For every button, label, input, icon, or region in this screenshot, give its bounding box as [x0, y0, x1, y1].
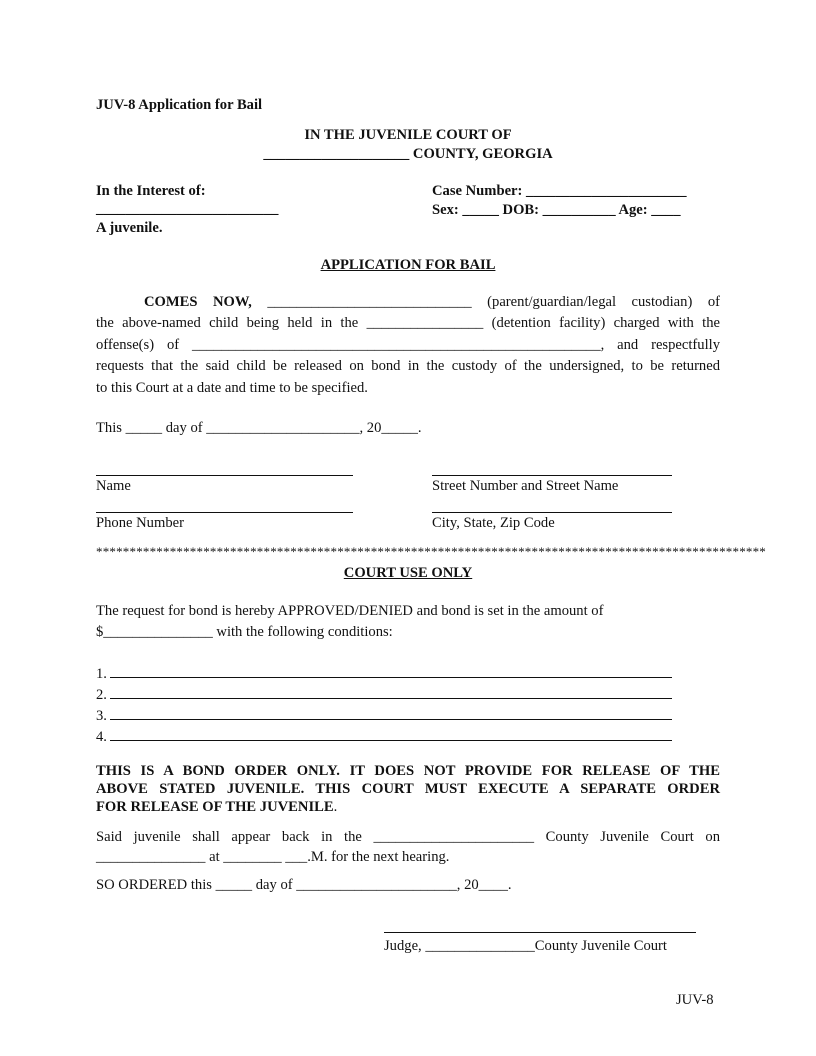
case-number-field[interactable]: Case Number: ______________________ [432, 183, 687, 199]
condition-number: 3. [96, 708, 107, 724]
judge-signature-line[interactable] [384, 932, 696, 933]
application-title: APPLICATION FOR BAIL [320, 257, 496, 273]
court-name: IN THE JUVENILE COURT OF [304, 127, 512, 143]
condition-number: 4. [96, 729, 107, 745]
appearance-line[interactable]: _______________ at ________ ___.M. for the next hearing. [96, 848, 450, 865]
warning-line [96, 798, 720, 816]
phone-label: Phone Number [96, 515, 184, 531]
comes-now-text: COMES NOW, [144, 294, 252, 310]
condition-number: 1. [96, 666, 107, 682]
street-label: Street Number and Street Name [432, 478, 619, 494]
paragraph-line: requests that the said child be released on bond in the custody of the undersigned, to be returned [96, 358, 720, 375]
application-date-field[interactable]: This _____ day of _____________________, 20_____. [96, 420, 422, 436]
name-label: Name [96, 478, 131, 494]
paragraph-line[interactable] [96, 292, 720, 313]
phone-signature-line[interactable] [96, 512, 353, 513]
condition-blank[interactable] [110, 706, 672, 720]
juvenile-name-field[interactable]: _________________________ [96, 201, 279, 217]
juvenile-label: A juvenile. [96, 220, 163, 236]
county-line: ____________________ COUNTY, GEORGIA [263, 146, 553, 162]
paragraph-line: to this Court at a date and time to be specified. [96, 379, 368, 396]
warning-period: . [333, 799, 338, 815]
appearance-paragraph [96, 828, 720, 867]
paragraph-line[interactable]: the above-named child being held in the ________________ (detention facility) charged with the [96, 315, 720, 332]
condition-row[interactable] [96, 706, 672, 726]
condition-blank[interactable] [110, 727, 672, 741]
footer-form-id: JUV-8 [676, 992, 714, 1008]
separator: **************************************************************************************************** [96, 544, 766, 559]
condition-row[interactable] [96, 664, 672, 684]
bond-amount-field[interactable]: $_______________ with the following conditions: [96, 624, 393, 640]
appearance-line[interactable]: Said juvenile shall appear back in the ______________________ County Juvenile Court on [96, 829, 720, 845]
bond-line-1: The request for bond is hereby APPROVED/DENIED and bond is set in the amount of [96, 603, 604, 619]
warning-line: THIS IS A BOND ORDER ONLY. IT DOES NOT PROVIDE FOR RELEASE OF THE [96, 763, 720, 779]
condition-number: 2. [96, 687, 107, 703]
condition-row[interactable] [96, 685, 672, 705]
interest-label: In the Interest of: [96, 183, 206, 199]
guardian-name-field[interactable]: ____________________________ [267, 294, 472, 310]
so-ordered-field[interactable]: SO ORDERED this _____ day of ______________________, 20____. [96, 877, 512, 893]
city-signature-line[interactable] [432, 512, 672, 513]
name-signature-line[interactable] [96, 475, 353, 476]
application-paragraph [96, 292, 720, 399]
condition-row[interactable] [96, 727, 672, 747]
condition-blank[interactable] [110, 664, 672, 678]
form-id: JUV-8 Application for Bail [96, 97, 263, 113]
guardian-role-text: (parent/guardian/legal custodian) of [487, 294, 720, 310]
warning-last-text: FOR RELEASE OF THE JUVENILE [96, 799, 334, 815]
street-signature-line[interactable] [432, 475, 672, 476]
judge-label[interactable]: Judge, _______________County Juvenile Court [384, 938, 667, 954]
bond-order-warning [96, 762, 720, 816]
warning-line: ABOVE STATED JUVENILE. THIS COURT MUST EXECUTE A SEPARATE ORDER [96, 781, 720, 797]
court-use-title: COURT USE ONLY [343, 565, 473, 581]
condition-blank[interactable] [110, 685, 672, 699]
city-label: City, State, Zip Code [432, 515, 555, 531]
sex-dob-age-field[interactable]: Sex: _____ DOB: __________ Age: ____ [432, 202, 681, 218]
paragraph-line[interactable]: offense(s) of ________________________________________________________, and respectfully [96, 336, 720, 353]
